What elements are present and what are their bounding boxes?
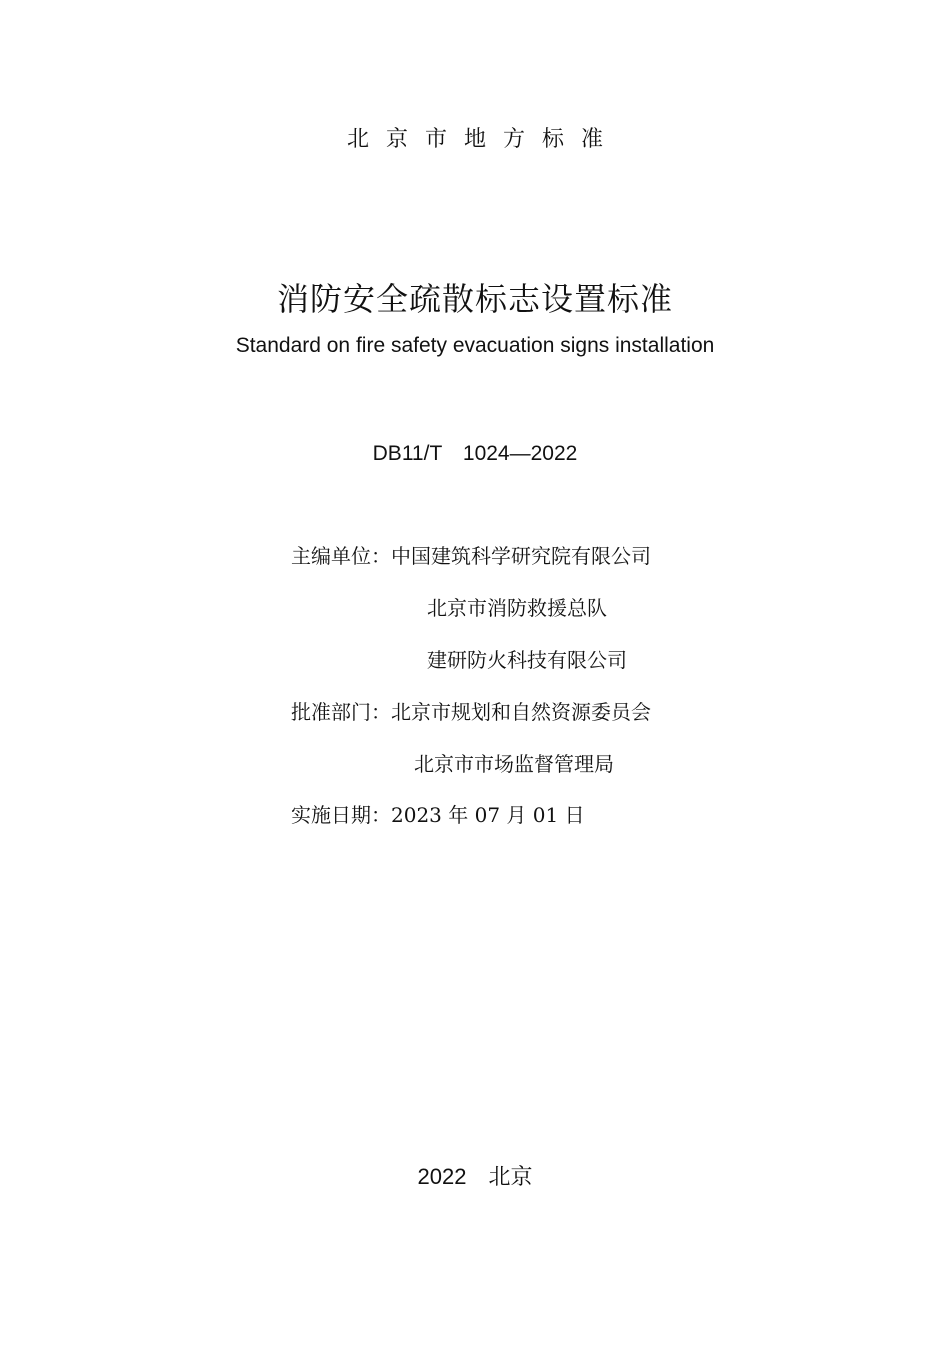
effective-date-row	[291, 799, 585, 828]
approval-row	[291, 696, 651, 725]
approval-department-2: 北京市市场监督管理局	[414, 752, 614, 776]
publication-year-place: 2022 北京	[417, 1164, 533, 1189]
chief-editor-2: 北京市消防救援总队	[427, 596, 607, 620]
chief-editor-label: 主编单位：	[291, 544, 391, 568]
chief-editor-row	[291, 540, 651, 569]
chief-editor-3: 建研防火科技有限公司	[427, 648, 627, 672]
approval-label: 批准部门：	[291, 700, 391, 724]
approval-department-1: 北京市规划和自然资源委员会	[391, 700, 651, 724]
title-chinese: 消防安全疏散标志设置标准	[276, 281, 673, 317]
title-english: Standard on fire safety evacuation signs installation	[235, 334, 715, 357]
effective-date-label: 实施日期：	[291, 803, 391, 827]
standard-category: 北京市地方标准	[346, 126, 620, 151]
effective-date-value: 2023 年 07 月 01 日	[391, 803, 585, 827]
standard-number: DB11/T 1024—2022	[372, 442, 578, 465]
chief-editor-1: 中国建筑科学研究院有限公司	[391, 544, 651, 568]
